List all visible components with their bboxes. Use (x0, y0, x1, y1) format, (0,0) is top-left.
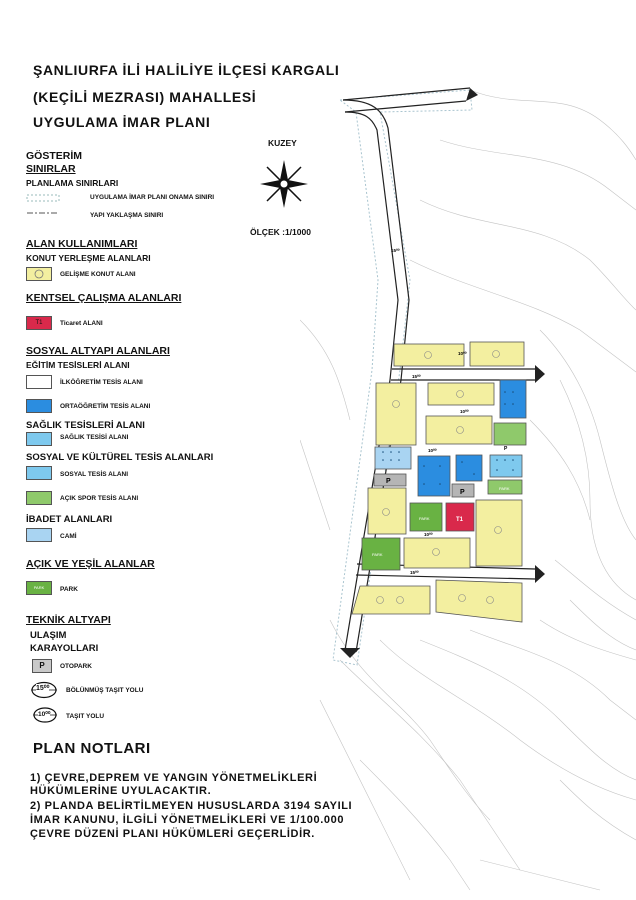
otopark-label-2: P (460, 489, 465, 496)
acik-spor-label: AÇIK SPOR TESİS ALANI (60, 495, 139, 502)
onama-siniri-label: UYGULAMA İMAR PLANI ONAMA SINIRI (90, 194, 215, 201)
saglik-label: SAĞLIK TESİSİ ALANI (60, 434, 129, 441)
otopark-swatch: P (32, 659, 52, 673)
konut-block[interactable] (436, 580, 522, 622)
road-label-7: 15⁰⁰ (410, 570, 419, 575)
ticaret-block-label: T1 (456, 517, 464, 523)
cami-label: CAMİ (60, 533, 77, 540)
kentsel-heading: KENTSEL ÇALIŞMA ALANLARI (26, 292, 182, 304)
ilkogretim-label: İLKÖĞRETİM TESİS ALANI (60, 379, 143, 386)
sosyal-altyapi-heading: SOSYAL ALTYAPI ALANLARI (26, 345, 170, 357)
karayollari-sub: KARAYOLLARI (30, 643, 99, 654)
acik-yesil-heading: AÇIK VE YEŞİL ALANLAR (26, 558, 155, 570)
ortaogretim-block[interactable] (456, 455, 482, 481)
ortaogretim-block[interactable] (418, 456, 450, 496)
park-label: PARK (60, 586, 78, 593)
north-label: KUZEY (268, 138, 297, 148)
road-label-3: 15⁰⁰ (412, 374, 421, 379)
acik-spor-swatch (26, 491, 52, 505)
konut-block[interactable] (470, 342, 524, 366)
sosyal-tesis-swatch (26, 466, 52, 480)
note-line-1: 1) ÇEVRE,DEPREM VE YANGIN YÖNETMELİKLERİ (30, 772, 318, 784)
park-label-3: PARK (372, 552, 383, 557)
otopark-label: OTOPARK (60, 663, 92, 670)
cami-swatch (26, 528, 52, 542)
ticaret-swatch: T1 (26, 316, 52, 330)
map-p-label: P (504, 446, 508, 452)
note-line-5: ÇEVRE DÜZENİ PLANI HÜKÜMLERİ GEÇERLİDİR. (30, 828, 315, 840)
sosyal-kulturel-sub: SOSYAL VE KÜLTÜREL TESİS ALANLARI (26, 452, 214, 463)
saglik-sub: SAĞLIK TESİSLERİ ALANI (26, 420, 145, 431)
konut-block[interactable] (394, 344, 464, 366)
note-line-4: İMAR KANUNU, İLGİLİ YÖNETMELİKLERİ VE 1/100.000 (30, 814, 345, 826)
cami-block[interactable] (375, 447, 411, 469)
park-label-2: PARK (499, 486, 510, 491)
konut-yerlesme-sub: KONUT YERLEŞME ALANLARI (26, 253, 151, 263)
ibadet-sub: İBADET ALANLARI (26, 514, 113, 525)
plan-notlari-heading: PLAN NOTLARI (33, 740, 151, 757)
bolunmus-yol-label: BÖLÜNMÜŞ TAŞIT YOLU (66, 687, 144, 694)
ortaogretim-swatch (26, 399, 52, 413)
road-label-5: 10⁰⁰ (428, 448, 437, 453)
konut-circle-icon (34, 269, 44, 279)
egitim-sub: EĞİTİM TESİSLERİ ALANI (26, 360, 130, 370)
saglik-swatch (26, 432, 52, 446)
park-swatch: PARK (26, 581, 52, 595)
saglik-block[interactable] (490, 455, 522, 477)
konut-block[interactable] (428, 383, 494, 405)
plan-map (300, 60, 636, 900)
note-line-3: 2) PLANDA BELİRTİLMEYEN HUSUSLARDA 3194 SAYILI (30, 800, 353, 812)
road-label-1: 15⁰⁰ (391, 248, 400, 253)
scale-label: ÖLÇEK :1/1000 (250, 227, 311, 237)
ortaogretim-label: ORTAÖĞRETİM TESİS ALANI (60, 403, 151, 410)
onama-siniri-line (333, 90, 472, 665)
teknik-altyapi-heading: TEKNİK ALTYAPI (26, 614, 111, 626)
spor-block[interactable] (494, 423, 526, 445)
road-label-4: 10⁰⁰ (460, 409, 469, 414)
konut-block[interactable] (368, 488, 406, 534)
road-label-6: 10⁰⁰ (424, 532, 433, 537)
yapi-yaklasma-label: YAPI YAKLAŞMA SINIRI (90, 212, 164, 219)
otopark-label-1: P (386, 478, 391, 485)
road-label-2: 10⁰⁰ (458, 351, 467, 356)
sinirlar-heading: SINIRLAR (26, 163, 76, 175)
tasit-yolu-label: TAŞIT YOLU (66, 713, 105, 720)
park-label-1: PARK (419, 516, 430, 521)
ulasim-sub: ULAŞIM (30, 630, 67, 641)
bolunmus-yol-symbol-text: 15⁰⁰ (36, 685, 50, 692)
konut-block[interactable] (352, 586, 430, 614)
konut-block[interactable] (426, 416, 492, 444)
konut-block[interactable] (376, 383, 416, 445)
planlama-sinirlari-sub: PLANLAMA SINIRLARI (26, 178, 119, 188)
legend-title: GÖSTERİM (26, 150, 83, 162)
ortaogretim-block[interactable] (500, 380, 526, 418)
title-line-3: UYGULAMA İMAR PLANI (33, 114, 211, 130)
konut-block[interactable] (404, 538, 470, 568)
title-line-1: ŞANLIURFA İLİ HALİLİYE İLÇESİ KARGALI (33, 62, 340, 78)
boundary-line-swatches (26, 192, 60, 220)
tasit-yolu-symbol-text: 10⁰⁰ (38, 711, 51, 718)
ilkogretim-swatch (26, 375, 52, 389)
gelisme-konut-label: GELİŞME KONUT ALANI (60, 271, 136, 278)
konut-block[interactable] (476, 500, 522, 566)
title-line-2: (KEÇİLİ MEZRASI) MAHALLESİ (33, 89, 257, 105)
ticaret-label: Ticaret ALANI (60, 320, 103, 327)
note-line-2: HÜKÜMLERİNE UYULACAKTIR. (30, 785, 212, 797)
sosyal-tesis-label: SOSYAL TESİS ALANI (60, 471, 129, 478)
alan-kullanimlari-heading: ALAN KULLANIMLARI (26, 238, 138, 250)
